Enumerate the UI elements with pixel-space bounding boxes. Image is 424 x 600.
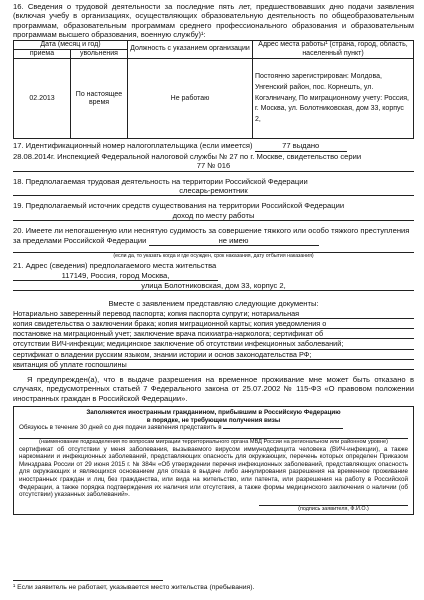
col-date-header: Дата (месяц и год) bbox=[14, 40, 128, 49]
col-address-header: Адрес места работы¹ (страна, город, область, населенный пункт) bbox=[253, 40, 414, 59]
item-21-label: 21. Адрес (сведения) предполагаемого места жительства bbox=[13, 261, 217, 271]
box-title-2: в порядке, не требующем получения визы bbox=[146, 416, 281, 424]
item-17-cont: 28.08.2014г. Инспекцией Федеральной налоговой службы № 27 по г. Москве, свидетельство серии bbox=[13, 151, 362, 161]
item-21-value-2: улица Болотниковская, дом 33, корпус 2, bbox=[13, 281, 414, 291]
docs-line: квитанция об уплате госпошлины bbox=[13, 360, 414, 370]
docs-line: копия свидетельства о заключении брака; копия миграционной карты; копия уведомления о bbox=[13, 319, 414, 329]
item-19-label: 19. Предполагаемый источник средств существования на территории Российской Федерации bbox=[13, 201, 345, 211]
table-row bbox=[14, 59, 414, 139]
docs-title: Вместе с заявлением представляю следующие документы: bbox=[108, 299, 319, 309]
item-20-value: не имею bbox=[149, 236, 319, 246]
docs-line: постановке на миграционный учет; заключение врача психиатра-нарколога; сертификат об bbox=[13, 329, 414, 339]
cell-leave-date: По настоящее время bbox=[71, 59, 128, 139]
item-18-value: слесарь-ремонтник bbox=[13, 186, 414, 196]
cell-hire-date: 02.2013 bbox=[14, 59, 71, 139]
footnote-area bbox=[13, 580, 414, 592]
docs-list bbox=[13, 309, 414, 370]
box-title-1: Заполняется иностранным гражданином, прибывшим в Российскую Федерацию bbox=[86, 409, 341, 417]
docs-line: отсутствии ВИЧ-инфекции; медицинское заключение об отсутствии инфекционных заболеваний; bbox=[13, 339, 414, 349]
docs-line: сертификат о владении русским языком, знании истории и основ законодательства РФ; bbox=[13, 350, 414, 360]
item-17 bbox=[13, 141, 414, 171]
item-20-hint: (если да, то указать когда и где осужден, срок наказания, дату отбытия наказания) bbox=[113, 253, 314, 260]
col-position-header: Должность с указанием организации bbox=[128, 40, 253, 59]
docs-line: Нотариально заверенный перевод паспорта; копия паспорта супруги; нотариальная bbox=[13, 309, 414, 319]
item-21 bbox=[13, 261, 414, 291]
footnote: ¹ Если заявитель не работает, указывается место жительства (пребывания). bbox=[13, 584, 255, 591]
cell-address: Постоянно зарегистрирован: Молдова, Унгенский район, пос. Корнешть, ул. Когэлничану, По миграционному учету: Россия, г. Москва, ул. Болотниковская, дом 33, корпус 2, bbox=[253, 59, 414, 139]
col-leave-header: увольнения bbox=[71, 50, 128, 59]
item-19 bbox=[13, 201, 414, 221]
box-oblige bbox=[19, 424, 408, 432]
item-17-value: 77 выдано bbox=[255, 141, 347, 151]
box-body: сертификат об отсутствии у меня заболевания, вызываемого вирусом иммунодефицита человека (ВИЧ-инфекции), а также наркомании и инфекционных заболеваний, представляющих опасность для окружающих, перечень которых определен Приказом Минздрава России от 29 июня 2015 г. № 384н «Об утверждении перечня инфекционных заболеваний, представляющих опасность для окружающих и являющихся основанием для отказа в выдаче либо аннулирования разрешения на временное проживание иностранных граждан и лиц без гражданства, или вида на жительство, или патента, или разрешения на работу в Российской Федерации, а также порядка подтверждения их наличия или отсутствия, а также формы медицинского заключения о наличии (об отсутствии) указанных заболеваний». bbox=[19, 445, 408, 499]
item-18-label: 18. Предполагаемая трудовая деятельность на территории Российской Федерации bbox=[13, 176, 308, 186]
item-20 bbox=[13, 226, 414, 259]
box-hint: (наименование подразделения по вопросам миграции территориального органа МВД России на региональном или районном уровне) bbox=[39, 438, 388, 445]
cell-position: Не работаю bbox=[128, 59, 253, 139]
signature-hint: (подпись заявителя, Ф.И.О.) bbox=[298, 505, 369, 512]
item-17-cont2: 77 № 016 bbox=[13, 161, 414, 171]
item-19-value: доход по месту работы bbox=[13, 211, 414, 221]
item-21-value-1: 117149, Россия, город Москва, bbox=[13, 271, 218, 281]
item-16-text: 16. Сведения о трудовой деятельности за последние пять лет, предшествовавших дню подачи заявления (включая учебу в организациях, осуществляющих образовательную деятельность по общеобразовательным программам, образовательным программам среднего профессионального образования и образовательным программам высшего образования, военную службу)¹: bbox=[13, 2, 414, 40]
visa-free-section bbox=[13, 406, 414, 515]
item-17-label: 17. Идентификационный номер налогоплательщика (если имеется) bbox=[13, 141, 253, 151]
item-20-label: 20. Имеете ли непогашенную или неснятую судимость за совершение тяжкого или особо тяжкого преступления за пределами Российской Федерации bbox=[13, 226, 410, 245]
item-18 bbox=[13, 177, 414, 197]
table-header-row bbox=[14, 40, 414, 49]
box-oblige-text: Обязуюсь в течение 30 дней со дня подачи заявления представить в bbox=[19, 424, 222, 432]
refusal-warning: Я предупрежден(а), что в выдаче разрешения на временное проживание мне может быть отказано в случаях, предусмотренных статьей 7 Федерального закона от 25.07.2002 № 115-ФЗ «О правовом положении иностранных граждан в Российской Федерации». bbox=[13, 374, 414, 403]
col-hire-header: приема bbox=[14, 50, 71, 59]
work-history-table bbox=[13, 40, 414, 140]
